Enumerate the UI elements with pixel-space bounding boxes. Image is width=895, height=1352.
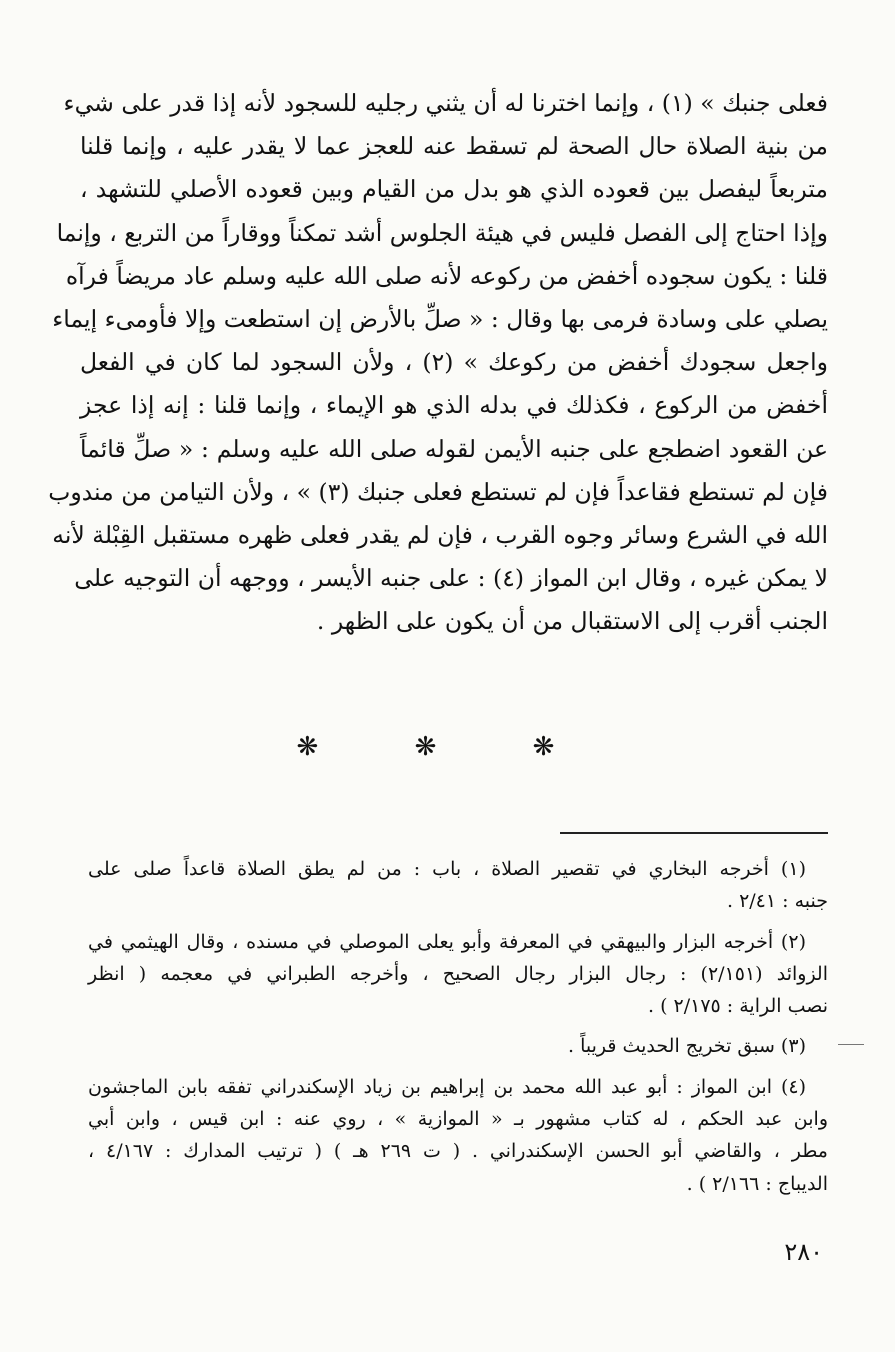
footnote-line: (٤) ابن المواز : أبو عبد الله محمد بن إبراهيم بن زياد الإسكندراني تفقه بابن الماجشون xyxy=(88,1075,806,1098)
body-line: فإن لم تستطع فقاعداً فإن لم تستطع فعلى جنبك (٣) » ، ولأن التيامن من مندوب xyxy=(48,477,828,506)
footnote-line: (١) أخرجه البخاري في تقصير الصلاة ، باب : من لم يطق الصلاة قاعداً صلى على xyxy=(88,858,806,880)
body-line: من بنية الصلاة حال الصحة لم تسقط عنه للعجز عما لا يقدر عليه ، وإنما قلنا xyxy=(80,132,828,161)
body-line: واجعل سجودك أخفض من ركوعك » (٢) ، ولأن السجود لما كان في الفعل xyxy=(80,348,829,377)
body-text xyxy=(48,82,829,643)
body-line: أخفض من الركوع ، فكذلك في بدله الذي هو الإيماء ، وإنما قلنا : إنه إذا عجز xyxy=(80,391,828,420)
body-line: فعلى جنبك » (١) ، وإنما اخترنا له أن يثني رجليه للسجود لأنه إذا قدر على شيء xyxy=(63,89,828,117)
footnote-line: مطر ، والقاضي أبو الحسن الإسكندراني . ( ت ٢٦٩ هـ ) ( ترتيب المدارك : ٤/١٦٧ ، xyxy=(88,1140,828,1163)
footnote-divider xyxy=(560,832,828,834)
section-separator: ❋ ❋ ❋ xyxy=(296,732,599,762)
body-line: يصلي على وسادة فرمى بها وقال : « صلِّ بالأرض إن استطعت وإلا فأومىء إيماء xyxy=(52,304,828,333)
body-line: متربعاً ليفصل بين قعوده الذي هو بدل من القيام وبين قعوده الأصلي للتشهد ، xyxy=(80,175,828,204)
footnote-line: نصب الراية : ٢/١٧٥ ) . xyxy=(647,995,828,1018)
margin-mark xyxy=(838,1044,864,1045)
footnote-4 xyxy=(88,1071,828,1200)
footnote-1 xyxy=(88,853,828,918)
footnotes xyxy=(88,853,828,1200)
body-line: عن القعود اضطجع على جنبه الأيمن لقوله صلى الله عليه وسلم : « صلِّ قائماً xyxy=(80,434,828,463)
body-line: وإذا احتاج إلى الفصل فليس في هيئة الجلوس أشد تمكناً ووقاراً من التربع ، وإنما xyxy=(56,218,828,247)
body-line: الجنب أقرب إلى الاستقبال من أن يكون على الظهر . xyxy=(316,607,828,636)
footnote-line: الزوائد (٢/١٥١) : رجال البزار رجال الصحيح ، وأخرجه الطبراني في معجمه ( انظر xyxy=(88,962,828,985)
page-number: ٢٨٠ xyxy=(784,1238,823,1266)
footnote-2 xyxy=(88,926,828,1023)
body-line: الله في الشرع وسائر وجوه القرب ، فإن لم يقدر فعلى ظهره مستقبل القِبْلة لأنه xyxy=(52,520,828,549)
footnote-line: (٢) أخرجه البزار والبيهقي في المعرفة وأبو يعلى الموصلي في مسنده ، وقال الهيثمي في xyxy=(88,930,806,953)
footnote-line: جنبه : ٢/٤١ . xyxy=(726,890,828,913)
footnote-line: الديباج : ٢/١٦٦ ) . xyxy=(686,1172,828,1195)
footnote-line: وابن عبد الحكم ، له كتاب مشهور بـ « الموازية » ، روي عنه : ابن قيس ، وابن أبي xyxy=(88,1108,828,1131)
footnote-line: (٣) سبق تخريج الحديث قريباً . xyxy=(567,1035,806,1058)
footnote-3 xyxy=(88,1030,828,1062)
body-line: لا يمكن غيره ، وقال ابن المواز (٤) : على جنبه الأيسر ، ووجهه أن التوجيه على xyxy=(74,564,828,593)
body-line: قلنا : يكون سجوده أخفض من ركوعه لأنه صلى الله عليه وسلم عاد مريضاً فرآه xyxy=(65,261,828,290)
